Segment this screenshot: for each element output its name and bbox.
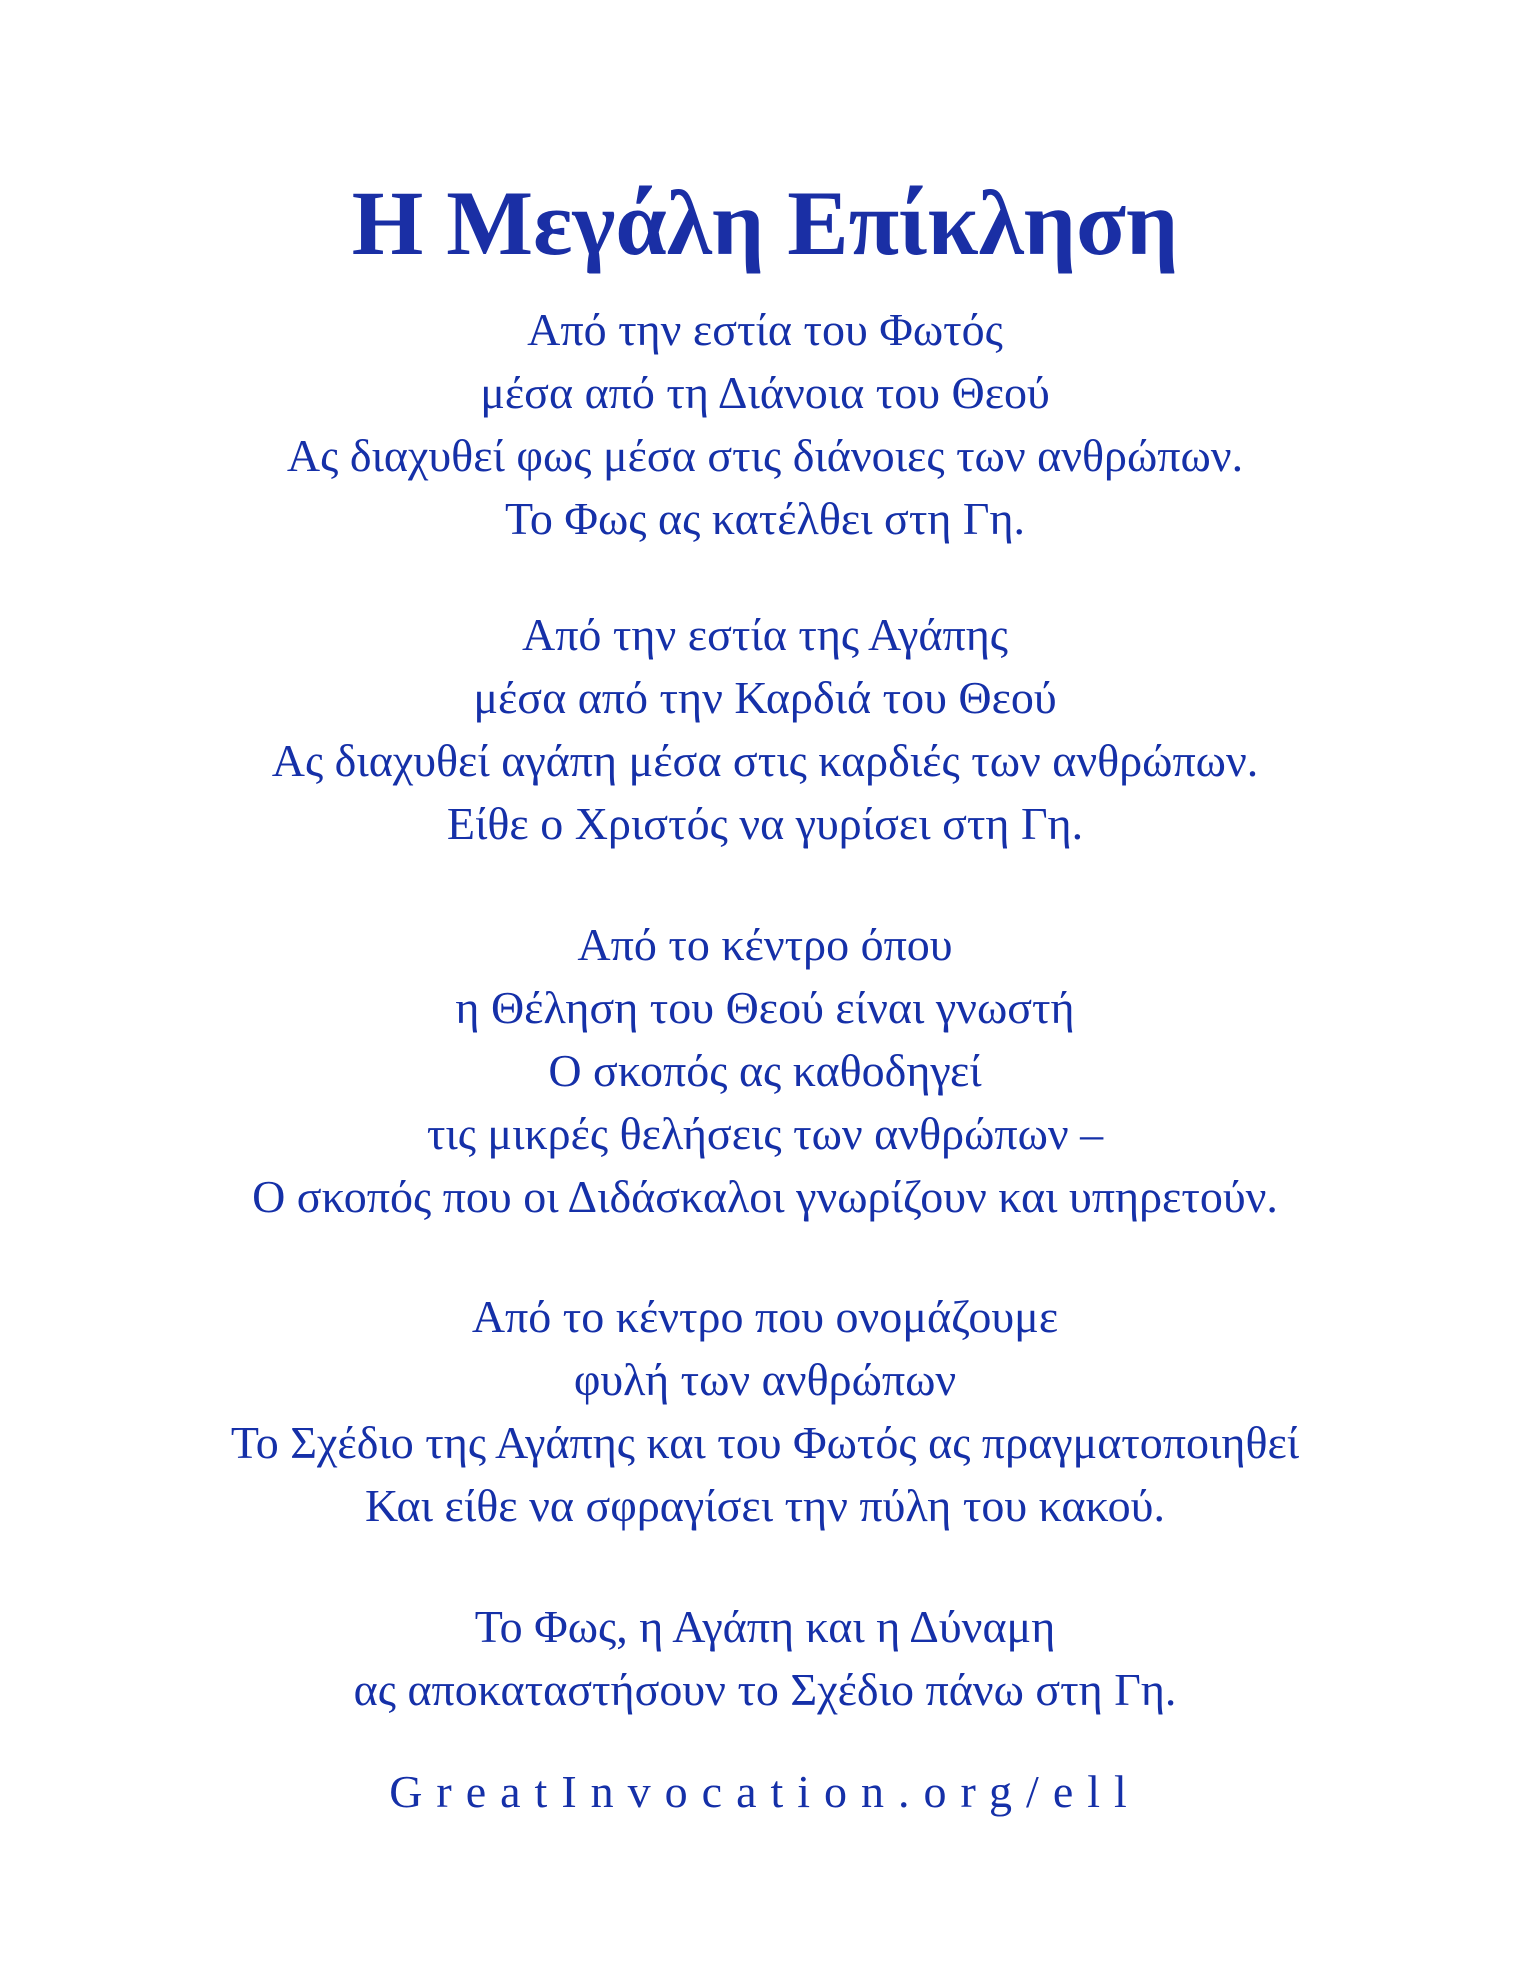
- verse-line: Από την εστία της Αγάπης: [521, 609, 1009, 660]
- stanza-2: [0, 603, 1530, 855]
- verse-line: Το Σχέδιο της Αγάπης και του Φωτός ας πραγματοποιηθεί: [230, 1417, 1300, 1468]
- verse-line: Ο σκοπός που οι Διδάσκαλοι γνωρίζουν και υπηρετούν.: [252, 1171, 1278, 1222]
- stanza-3: [0, 913, 1530, 1228]
- stanza-5: [0, 1595, 1530, 1721]
- stanza-4: [0, 1285, 1530, 1537]
- verse-line: Από το κέντρο όπου: [577, 919, 953, 970]
- verse-line: Είθε ο Χριστός να γυρίσει στη Γη.: [446, 798, 1084, 849]
- stanza-1: [0, 298, 1530, 550]
- verse-line: Από την εστία του Φωτός: [527, 304, 1003, 355]
- verse-line: ας αποκαταστήσουν το Σχέδιο πάνω στη Γη.: [353, 1664, 1177, 1715]
- verse-line: Το Φως, η Αγάπη και η Δύναμη: [474, 1601, 1056, 1652]
- verse-line: τις μικρές θελήσεις των ανθρώπων –: [426, 1108, 1104, 1159]
- verse-line: Από το κέντρο που ονομάζουμε: [471, 1291, 1059, 1342]
- verse-line: μέσα από τη Διάνοια του Θεού: [480, 367, 1050, 418]
- verse-line: μέσα από την Καρδιά του Θεού: [473, 672, 1057, 723]
- verse-line: Ο σκοπός ας καθοδηγεί: [548, 1045, 982, 1096]
- verse-line: φυλή των ανθρώπων: [573, 1354, 957, 1405]
- verse-line: η Θέληση του Θεού είναι γνωστή: [455, 982, 1075, 1033]
- verse-line: Ας διαχυθεί φως μέσα στις διάνοιες των ανθρώπων.: [286, 430, 1244, 481]
- document-title: Η Μεγάλη Επίκληση: [351, 172, 1179, 274]
- verse-line: Και είθε να σφραγίσει την πύλη του κακού.: [365, 1480, 1165, 1531]
- verse-line: Το Φως ας κατέλθει στη Γη.: [504, 493, 1026, 544]
- verse-line: Ας διαχυθεί αγάπη μέσα στις καρδιές των ανθρώπων.: [271, 735, 1259, 786]
- website-url: GreatInvocation.org/ell: [389, 1766, 1141, 1817]
